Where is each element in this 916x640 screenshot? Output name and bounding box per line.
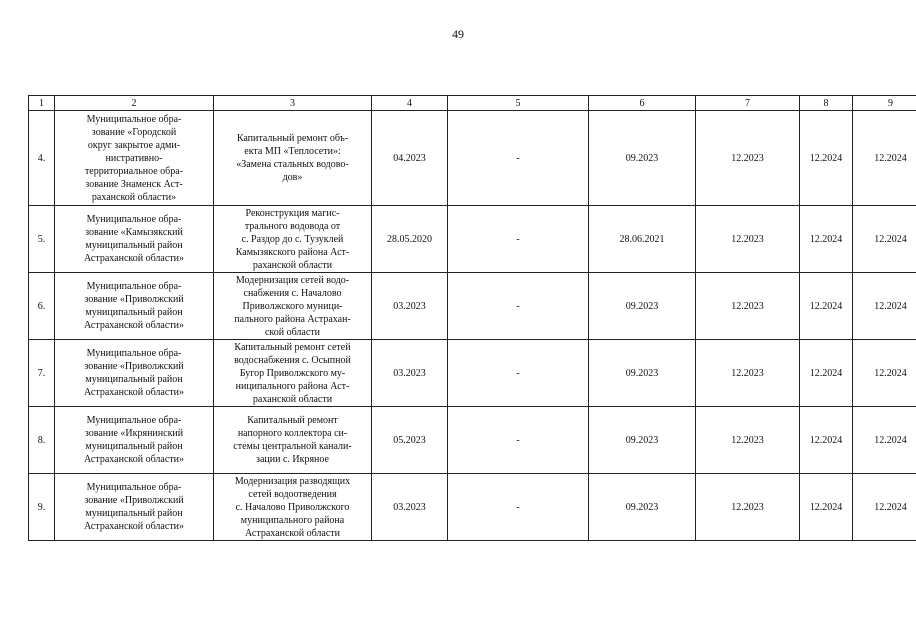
date-cell: 12.2023 — [696, 273, 800, 340]
column-header: 9 — [853, 96, 916, 111]
municipality-cell: Муниципальное обра- зование «Приволжский муниципальный район Астраханской области» — [55, 340, 214, 407]
date-cell: 09.2023 — [589, 111, 696, 206]
date-cell: 12.2024 — [853, 407, 916, 474]
date-cell: 05.2023 — [372, 407, 448, 474]
table-row — [29, 206, 916, 273]
date-cell: 12.2024 — [853, 474, 916, 541]
column-header: 8 — [800, 96, 853, 111]
column-header: 3 — [214, 96, 372, 111]
row-number: 4. — [29, 111, 55, 206]
date-cell: 28.06.2021 — [589, 206, 696, 273]
date-cell: 12.2024 — [853, 273, 916, 340]
page-number: 49 — [452, 27, 464, 41]
date-cell: - — [448, 111, 589, 206]
date-cell: 12.2024 — [800, 407, 853, 474]
object-cell: Капитальный ремонт сетей водоснабжения с. Осыпной Бугор Приволжского му- ниципального района Аст- раханской области — [214, 340, 372, 407]
object-cell: Модернизация разводящих сетей водоотведения с. Началово Приволжского муниципального района Астраханской области — [214, 474, 372, 541]
column-header: 1 — [29, 96, 55, 111]
date-cell: 12.2024 — [853, 206, 916, 273]
date-cell: 03.2023 — [372, 273, 448, 340]
table-row — [29, 111, 916, 206]
table-row — [29, 407, 916, 474]
date-cell: 12.2023 — [696, 340, 800, 407]
column-header: 6 — [589, 96, 696, 111]
date-cell: 28.05.2020 — [372, 206, 448, 273]
object-cell: Модернизация сетей водо- снабжения с. Началово Приволжского муници- пального района Астрахан- ской области — [214, 273, 372, 340]
column-header: 5 — [448, 96, 589, 111]
date-cell: - — [448, 474, 589, 541]
date-cell: 04.2023 — [372, 111, 448, 206]
municipality-cell: Муниципальное обра- зование «Камызякский муниципальный район Астраханской области» — [55, 206, 214, 273]
table-row — [29, 340, 916, 407]
date-cell: 03.2023 — [372, 474, 448, 541]
municipality-cell: Муниципальное обра- зование «Икрянинский муниципальный район Астраханской области» — [55, 407, 214, 474]
date-cell: 09.2023 — [589, 407, 696, 474]
date-cell: 09.2023 — [589, 273, 696, 340]
date-cell: - — [448, 340, 589, 407]
date-cell: 09.2023 — [589, 474, 696, 541]
date-cell: 12.2023 — [696, 206, 800, 273]
column-header: 2 — [55, 96, 214, 111]
table-row — [29, 474, 916, 541]
municipality-cell: Муниципальное обра- зование «Приволжский муниципальный район Астраханской области» — [55, 273, 214, 340]
row-number: 6. — [29, 273, 55, 340]
date-cell: 03.2023 — [372, 340, 448, 407]
object-cell: Капитальный ремонт напорного коллектора си- стемы центральной канали- зации с. Икряное — [214, 407, 372, 474]
table-header-row — [29, 96, 916, 111]
date-cell: 12.2024 — [853, 340, 916, 407]
column-header: 7 — [696, 96, 800, 111]
date-cell: - — [448, 206, 589, 273]
table-row — [29, 273, 916, 340]
date-cell: - — [448, 407, 589, 474]
date-cell: 12.2023 — [696, 111, 800, 206]
date-cell: 12.2024 — [800, 111, 853, 206]
date-cell: 12.2024 — [800, 206, 853, 273]
row-number: 8. — [29, 407, 55, 474]
object-cell: Реконструкция магис- трального водовода от с. Раздор до с. Тузуклей Камызякского района Аст- раханской области — [214, 206, 372, 273]
date-cell: 12.2024 — [800, 474, 853, 541]
date-cell: - — [448, 273, 589, 340]
municipality-cell: Муниципальное обра- зование «Городской округ закрытое адми- нистративно- территориальное обра- зование Знаменск Аст- раханской области» — [55, 111, 214, 206]
date-cell: 12.2024 — [853, 111, 916, 206]
date-cell: 12.2023 — [696, 407, 800, 474]
column-header: 4 — [372, 96, 448, 111]
row-number: 9. — [29, 474, 55, 541]
date-cell: 09.2023 — [589, 340, 696, 407]
date-cell: 12.2023 — [696, 474, 800, 541]
object-cell: Капитальный ремонт объ- екта МП «Теплосети»: «Замена стальных водово- дов» — [214, 111, 372, 206]
date-cell: 12.2024 — [800, 340, 853, 407]
row-number: 5. — [29, 206, 55, 273]
row-number: 7. — [29, 340, 55, 407]
municipality-cell: Муниципальное обра- зование «Приволжский муниципальный район Астраханской области» — [55, 474, 214, 541]
data-table — [28, 95, 916, 541]
date-cell: 12.2024 — [800, 273, 853, 340]
